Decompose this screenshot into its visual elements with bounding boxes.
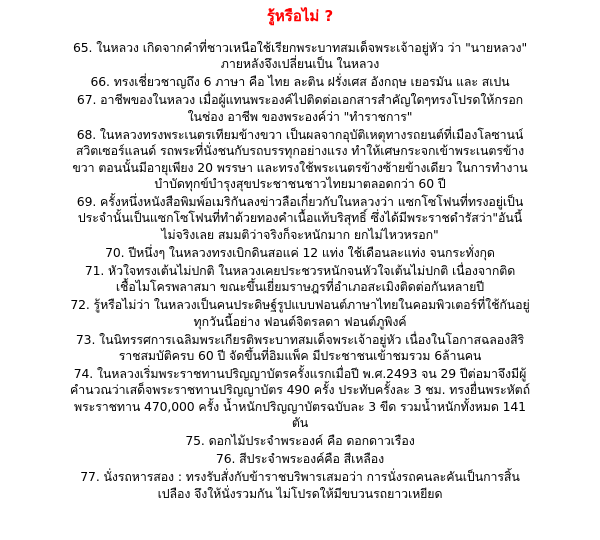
fact-line: ไม่จริงเลย สมมติว่าจริงก็จะหนักมาก ยกไม่ไหวหรอก"	[161, 226, 439, 242]
page-title: รู้หรือไม่ ?	[266, 7, 334, 25]
fact-line: ขวา ตอนนั้นมีอายุเพียง 20 พรรษา และทรงใช้พระเนตรข้างซ้ายข้างเดียว ในการทำงาน	[72, 159, 528, 175]
fact-line: เปลือง จึงให้นั่งรวมกัน ไม่โปรดให้มีขบวนรถยาวเหยียด	[157, 485, 443, 501]
fact-line: พระราชทาน 470,000 ครั้ง น้ำหนักปริญญาบัตรฉบับละ 3 ขีด รวมน้ำหนักทั้งหมด 141	[74, 398, 526, 414]
fact-line: บำบัดทุกข์บำรุงสุขประชาชนชาวไทยมาตลอดกว่า 60 ปี	[154, 176, 446, 192]
fact-item	[30, 451, 570, 467]
fact-item	[30, 194, 570, 243]
fact-line: 71. หัวใจทรงเต้นไม่ปกติ ในหลวงเคยประชวรหนักจนหัวใจเต้นไม่ปกติ เนื่องจากติด	[84, 262, 516, 278]
fact-list	[30, 40, 570, 502]
fact-line: สวิตเซอร์แลนด์ รถพระที่นั่งชนกับรถบรรทุกอย่างแรง ทำให้เศษกระจกเข้าพระเนตรข้าง	[75, 143, 525, 159]
fact-line: 75. ดอกไม้ประจำพระองค์ คือ ดอกดาวเรือง	[185, 433, 415, 449]
fact-item	[30, 469, 570, 502]
fact-line: 68. ในหลวงทรงพระเนตรเทียมข้างขวา เป็นผลจากอุบัติเหตุทางรถยนต์ที่เมืองโลซานน์	[76, 126, 524, 142]
fact-line: 66. ทรงเชี่ยวชาญถึง 6 ภาษา คือ ไทย ละติน ฝรั่งเศส อังกฤษ เยอรมัน และ สเปน	[90, 74, 510, 90]
fact-line: 69. ครั้งหนึ่งหนังสือพิมพ์อเมริกันลงข่าวลือเกี่ยวกับในหลวงว่า แซกโซโฟนที่ทรงอยู่เป็น	[76, 194, 524, 210]
fact-item	[30, 127, 570, 193]
fact-line: ประจำนั้นเป็นแซกโซโฟนที่ทำด้วยทองคำเนื้อแท้บริสุทธิ์ ซึ่งได้มีพระราชดำรัสว่า"อันนี้	[77, 210, 523, 226]
fact-line: คำนวณว่าเสด็จพระราชทานปริญญาบัตร 490 ครั้ง ประทับครั้งละ 3 ชม. ทรงยื่นพระหัตถ์	[70, 382, 530, 398]
fact-item	[30, 245, 570, 261]
fact-line: 76. สีประจำพระองค์คือ สีเหลือง	[215, 451, 385, 467]
fact-item	[30, 92, 570, 125]
fact-line: 74. ในหลวงเริ่มพระราชทานปริญญาบัตรครั้งแรกเมื่อปี พ.ศ.2493 จน 29 ปีต่อมาจึงมีผู้	[73, 366, 527, 382]
fact-item	[30, 433, 570, 449]
fact-line: 77. นั่งรถหารสอง : ทรงรับสั่งกับข้าราชบริพารเสมอว่า การนั่งรถคนละคันเป็นการสิ้น	[80, 469, 520, 485]
fact-item	[30, 263, 570, 296]
fact-item	[30, 74, 570, 90]
fact-line: 72. รู้หรือไม่ว่า ในหลวงเป็นคนประดิษฐ์รูปแบบฟอนต์ภาษาไทยในคอมพิวเตอร์ที่ใช้กันอยู่	[70, 297, 530, 313]
fact-item	[30, 366, 570, 432]
fact-line: 73. ในนิทรรศการเฉลิมพระเกียรติพระบาทสมเด็จพระเจ้าอยู่หัว เนื่องในโอกาสฉลองสิริ	[75, 331, 525, 347]
fact-line: 65. ในหลวง เกิดจากคำที่ชาวเหนือใช้เรียกพระบาทสมเด็จพระเจ้าอยู่หัว ว่า "นายหลวง"	[72, 40, 528, 55]
fact-line: เชื้อไมโครพลาสมา ขณะขึ้นเยี่ยมราษฎรที่อำเภอสะเมิงติดต่อกันหลายปี	[115, 279, 485, 295]
fact-item	[30, 297, 570, 330]
fact-line: ราชสมบัติครบ 60 ปี จัดขึ้นที่อิมแพ็ค มีประชาชนเข้าชมรวม 6ล้านคน	[118, 348, 482, 364]
fact-item	[30, 332, 570, 365]
fact-line: 67. อาชีพของในหลวง เมื่อผู้แทนพระองค์ไปติดต่อเอกสารสำคัญใดๆทรงโปรดให้กรอก	[76, 92, 524, 108]
fact-item	[30, 40, 570, 73]
fact-line: ในช่อง อาชีพ ของพระองค์ว่า "ทำราชการ"	[187, 108, 413, 124]
fact-line: ทุกวันนี้อย่าง ฟอนต์จิตรลดา ฟอนต์ภูพิงค์	[193, 313, 407, 329]
fact-line: 70. ปีหนึ่งๆ ในหลวงทรงเบิกดินสอแค่ 12 แท่ง ใช้เดือนละแท่ง จนกระทั่งกุด	[105, 244, 495, 260]
fact-line: ภายหลังจึงเปลี่ยนเป็น ในหลวง	[220, 56, 380, 72]
fact-line: ตัน	[291, 415, 309, 431]
